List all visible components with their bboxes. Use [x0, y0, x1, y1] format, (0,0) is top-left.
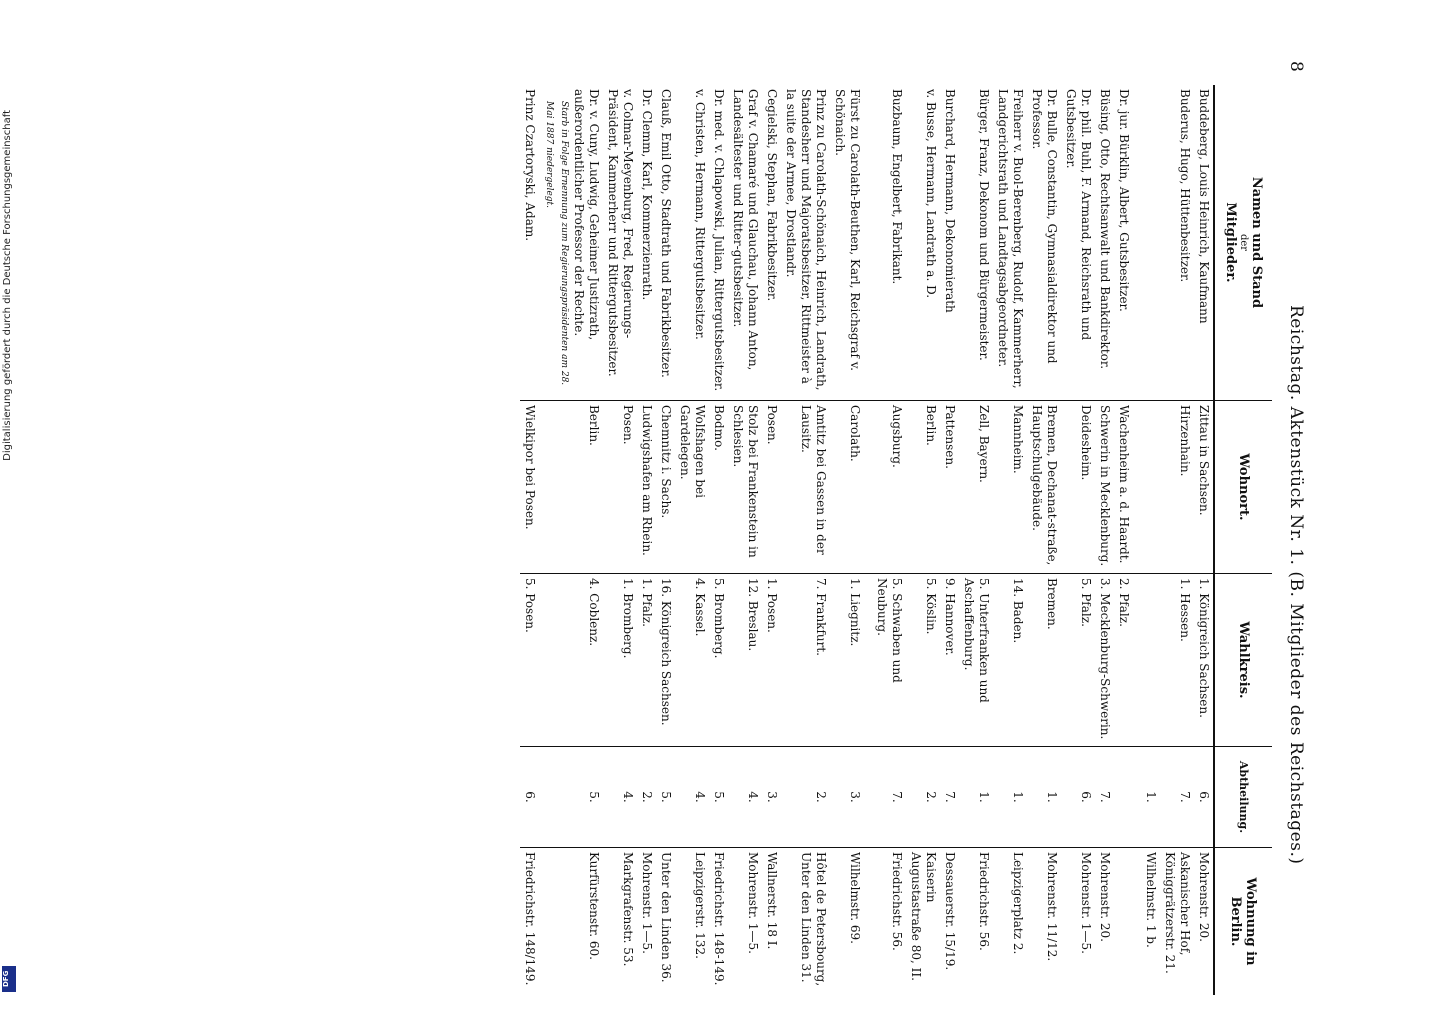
member-abtheilung: 5.: [539, 746, 603, 847]
member-wahlkreis: Bremen.: [1027, 573, 1061, 746]
member-abtheilung: 4.: [603, 746, 637, 847]
member-berlin-address: Wilhelmstr. 69.: [848, 851, 862, 944]
member-berlin-address: Friedrichstr. 56.: [890, 851, 904, 951]
member-wahlkreis: 14. Baden.: [993, 573, 1027, 746]
member-abtheilung: 5.: [656, 746, 675, 847]
table-row: [656, 85, 675, 995]
page-title: Reichstag. Aktenstück Nr. 1. (B. Mitglieder des Reichstages.): [1286, 305, 1306, 865]
member-name: Dr. phil. Buhl, F. Armand, Reichsrath und Gutsbesitzer.: [1061, 85, 1095, 400]
member-wohnort: Mannheim.: [993, 400, 1027, 573]
member-name: Dr. jur. Bürklin, Albert, Gutsbesitzer.: [1114, 85, 1141, 400]
member-note: Starb in Folge Ernennung zum Regierungspräsidenten am 28. Mai 1887 niedergelegt.: [544, 101, 569, 386]
member-name: v. Colmar-Meyenburg, Fred, Regierungs-Präsident, Kammerherr und Rittergutsbesitzer.: [603, 85, 637, 400]
member-berlin-address: Mohrenstr. 1—5.: [746, 851, 760, 954]
column-header-name: Namen und Stand der Mitglieder.: [1214, 85, 1272, 400]
member-wahlkreis: 5. Köslin.: [906, 573, 940, 746]
member-name: Buzbaum, Engelbert, Fabrikant.: [872, 85, 906, 400]
page-header: [1278, 55, 1310, 1015]
member-wahlkreis: 4. Kassel.: [675, 573, 709, 746]
member-name: Buderus, Hugo, Hüttenbesitzer.: [1160, 85, 1194, 400]
member-berlin-address: Kurfürstenstr. 60.: [587, 851, 601, 960]
member-name: [1141, 85, 1160, 400]
member-abtheilung: 1.: [959, 746, 993, 847]
rotated-document-page: [0, 55, 1310, 1015]
column-header-berlin: Wohnung in Berlin.: [1214, 847, 1272, 995]
member-name: Buddeberg, Louis Heinrich, Kaufmann: [1194, 85, 1214, 400]
member-name: Prinz zu Carolath-Schönaich, Heinrich, Landrath, Standesherr und Majoratsbesitzer, Rittmeister à la suite der Armee, Drostlandr.: [781, 85, 830, 400]
member-berlin-address: Friedrichstr. 56.: [977, 851, 991, 951]
digitization-credit: Digitalisierung gefördert durch die Deutsche Forschungsgemeinschaft: [2, 110, 13, 461]
member-name: Graf v. Chamaré und Glauchau, Johann Anton, Landesältester und Ritter-gutsbesitzer.: [728, 85, 762, 400]
member-wahlkreis: 5. Bromberg.: [709, 573, 728, 746]
member-wahlkreis: 9. Hannover.: [940, 573, 959, 746]
member-wohnort: Chemnitz i. Sachs.: [656, 400, 675, 573]
table-row: [1095, 85, 1114, 995]
member-abtheilung: 2.: [637, 746, 656, 847]
member-wohnort: [1141, 400, 1160, 573]
member-wahlkreis: [1141, 573, 1160, 746]
member-wohnort: Hirzenhain.: [1160, 400, 1194, 573]
member-wohnort: Posen.: [603, 400, 637, 573]
member-wohnort: Zell, Bayern.: [959, 400, 993, 573]
member-wahlkreis: 5. Pfalz.: [1061, 573, 1095, 746]
member-abtheilung: 1.: [1141, 746, 1160, 847]
page-number: 8: [1286, 61, 1306, 72]
table-row: [539, 85, 603, 995]
table-row: [1027, 85, 1061, 995]
member-wohnort: Schwerin in Mecklenburg.: [1095, 400, 1114, 573]
member-wohnort: Stolz bei Frankenstein in Schlesien.: [728, 400, 762, 573]
column-header-wahlkreis: Wahlkreis.: [1214, 573, 1272, 746]
member-abtheilung: 6.: [520, 746, 539, 847]
table-row: [830, 85, 872, 995]
member-wohnort: Wielkipor bei Posen.: [520, 400, 539, 573]
member-berlin-address: Friedrichstr. 148-149.: [712, 851, 726, 986]
member-abtheilung: 1.: [993, 746, 1027, 847]
member-name: Burchard, Hermann, Dekonomierath: [940, 85, 959, 400]
member-wohnort: Zittau in Sachsen.: [1194, 400, 1214, 573]
table-row: [603, 85, 637, 995]
member-wahlkreis: 1. Bromberg.: [603, 573, 637, 746]
member-berlin-address: Dessauerstr. 15/19.: [943, 851, 957, 971]
table-row: [872, 85, 906, 995]
member-wohnort: Berlin.: [539, 400, 603, 573]
member-berlin-address: Leipzigerplatz 2.: [1011, 851, 1025, 955]
member-abtheilung: 6.: [1194, 746, 1214, 847]
table-row: [1194, 85, 1214, 995]
member-name: Dr. Bulle, Constantin, Gymnasialdirektor und Professor.: [1027, 85, 1061, 400]
table-row: [1061, 85, 1095, 995]
member-name: v. Busse, Hermann, Landrath a. D.: [906, 85, 940, 400]
member-wahlkreis: 7. Frankfurt.: [781, 573, 830, 746]
table-row: [906, 85, 940, 995]
table-row: [709, 85, 728, 995]
member-wahlkreis: 5. Posen.: [520, 573, 539, 746]
member-berlin-address: [1114, 847, 1141, 995]
table-header-row: [1214, 85, 1272, 995]
member-name: Dr. med. v. Chlapowski, Julian, Rittergutsbesitzer.: [709, 85, 728, 400]
member-name: Freiherr v. Buol-Berenberg, Rudolf, Kammerherr, Landgerichtsrath und Landtagsabgeordneter.: [993, 85, 1027, 400]
table-row: [993, 85, 1027, 995]
member-berlin-address: Friedrichstr. 148/149.: [523, 851, 537, 986]
member-abtheilung: 4.: [675, 746, 709, 847]
table-row: [1141, 85, 1160, 995]
table-row: [675, 85, 709, 995]
member-berlin-address: Mohrenstr. 20.: [1098, 851, 1112, 942]
member-berlin-address: Wilhelmstr. 1 b.: [1144, 851, 1158, 948]
member-wohnort: Berlin.: [906, 400, 940, 573]
member-wahlkreis: 5. Unterfranken und Aschaffenburg.: [959, 573, 993, 746]
member-wahlkreis: 4. Coblenz.: [539, 573, 603, 746]
member-wahlkreis: 16. Königreich Sachsen.: [656, 573, 675, 746]
member-berlin-address: Kaiserin Augustastraße 80, II.: [909, 851, 938, 981]
member-wahlkreis: 1. Pfalz.: [637, 573, 656, 746]
members-table: [520, 85, 1272, 995]
member-abtheilung: 3.: [762, 746, 781, 847]
member-abtheilung: 7.: [940, 746, 959, 847]
table-row: [762, 85, 781, 995]
member-wahlkreis: 1. Königreich Sachsen.: [1194, 573, 1214, 746]
member-wahlkreis: 1. Liegnitz.: [830, 573, 872, 746]
member-abtheilung: 2.: [906, 746, 940, 847]
member-name: Fürst zu Carolath-Beuthen, Karl, Reichsgraf v. Schönaich.: [830, 85, 872, 400]
member-wohnort: Posen.: [762, 400, 781, 573]
table-row: [520, 85, 539, 995]
table-row: [1114, 85, 1141, 995]
member-wahlkreis: 1. Hessen.: [1160, 573, 1194, 746]
member-wohnort: Deidesheim.: [1061, 400, 1095, 573]
table-row: [959, 85, 993, 995]
member-wahlkreis: 1. Posen.: [762, 573, 781, 746]
member-name: Prinz Czartoryski, Adam.: [520, 85, 539, 400]
member-name: Cegielski, Stephan, Fabrikbesitzer.: [762, 85, 781, 400]
member-berlin-address: Mohrenstr. 1—5.: [1079, 851, 1093, 954]
member-name: v. Christen, Hermann, Rittergutsbesitzer.: [675, 85, 709, 400]
member-wahlkreis: 12. Breslau.: [728, 573, 762, 746]
table-row: [940, 85, 959, 995]
member-name: Bürger, Franz, Dekonom und Bürgermeister.: [959, 85, 993, 400]
member-wohnort: Amtitz bei Gassen in der Lausitz.: [781, 400, 830, 573]
member-wahlkreis: 5. Schwaben und Neuburg.: [872, 573, 906, 746]
member-wohnort: Wolfshagen bei Gardelegen.: [675, 400, 709, 573]
table-row: [637, 85, 656, 995]
member-wahlkreis: 3. Mecklenburg-Schwerin.: [1095, 573, 1114, 746]
member-name: Dr. Clemm, Karl, Kommerzienrath.: [637, 85, 656, 400]
member-abtheilung: 7.: [1095, 746, 1114, 847]
member-wohnort: Pattensen.: [940, 400, 959, 573]
member-abtheilung: 7.: [872, 746, 906, 847]
member-abtheilung: 1.: [1027, 746, 1061, 847]
table-row: [781, 85, 830, 995]
column-header-wohnort: Wohnort.: [1214, 400, 1272, 573]
member-berlin-address: Mohrenstr. 20.: [1197, 851, 1211, 942]
member-abtheilung: 3.: [830, 746, 872, 847]
member-wohnort: Carolath.: [830, 400, 872, 573]
member-name: Büsing, Otto, Rechtsanwalt und Bankdirektor.: [1095, 85, 1114, 400]
member-wohnort: Bremen, Dechanat-straße, Hauptschulgebäude.: [1027, 400, 1061, 573]
member-berlin-address: Hôtel de Petersbourg, Unter den Linden 31.: [799, 851, 828, 987]
dfg-logo: DFG: [2, 966, 16, 992]
member-wohnort: Augsburg.: [872, 400, 906, 573]
member-berlin-address: Wallnerstr. 18 I.: [765, 851, 779, 950]
member-abtheilung: 6.: [1061, 746, 1095, 847]
table-row: [1160, 85, 1194, 995]
member-berlin-address: Leipzigerstr. 132.: [693, 851, 707, 959]
member-name: Clauß, Emil Otto, Stadtrath und Fabrikbesitzer.: [656, 85, 675, 400]
member-name: Dr. v. Cuny, Ludwig, Geheimer Justizrath, außerordentlicher Professor der Rechte. Starb in Folge Ernennung zum Regierungspräsidenten am 28. Mai 1887 niedergelegt.: [539, 85, 603, 400]
member-wohnort: Wachenheim a. d. Haardt.: [1114, 400, 1141, 573]
member-berlin-address: Unter den Linden 36.: [659, 851, 673, 983]
column-header-abtheilung: Abtheilung.: [1214, 746, 1272, 847]
member-wohnort: Ludwigshafen am Rhein.: [637, 400, 656, 573]
member-berlin-address: Mohrenstr. 1—5.: [640, 851, 654, 954]
member-wohnort: Bodmo.: [709, 400, 728, 573]
member-abtheilung: 7.: [1160, 746, 1194, 847]
member-berlin-address: Markgrafenstr. 53.: [621, 851, 635, 967]
member-abtheilung: 5.: [709, 746, 728, 847]
member-berlin-address: Mohrenstr. 11/12.: [1045, 851, 1059, 962]
member-berlin-address: Askanischer Hof, Königgrätzerstr. 21.: [1163, 851, 1192, 974]
member-wahlkreis: 2. Pfalz.: [1114, 573, 1141, 746]
member-abtheilung: [1114, 746, 1141, 847]
member-abtheilung: 4.: [728, 746, 762, 847]
table-row: [728, 85, 762, 995]
member-abtheilung: 2.: [781, 746, 830, 847]
